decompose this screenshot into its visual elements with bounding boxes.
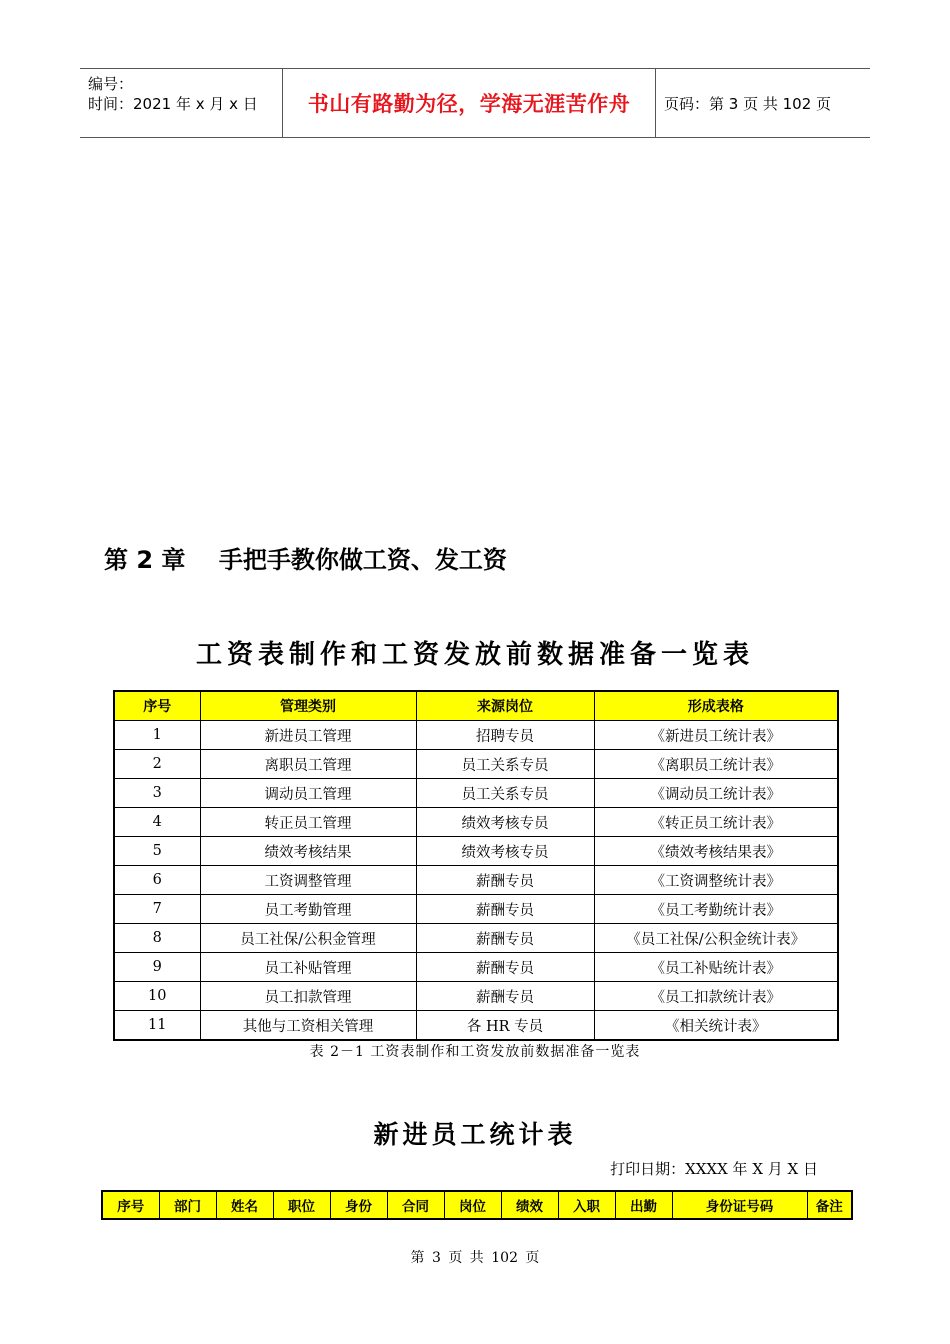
- col-header: 合同: [387, 1191, 444, 1219]
- table1-body: [114, 721, 838, 1041]
- cell-category: 员工扣款管理: [200, 982, 416, 1011]
- cell-index: 1: [114, 721, 200, 750]
- table1-title: 工资表制作和工资发放前数据准备一览表: [195, 640, 754, 670]
- header-meta: [80, 69, 282, 137]
- cell-source: 员工关系专员: [416, 779, 594, 808]
- col-header: 姓名: [216, 1191, 273, 1219]
- cell-form: 《员工扣款统计表》: [594, 982, 838, 1011]
- new-employee-table: [101, 1190, 853, 1220]
- header-motto-cell: [282, 69, 656, 137]
- cell-form: 《绩效考核结果表》: [594, 837, 838, 866]
- cell-index: 7: [114, 895, 200, 924]
- header-motto: 书山有路勤为径，学海无涯苦作舟: [307, 92, 631, 116]
- table-row: [114, 721, 838, 750]
- table-row: [114, 750, 838, 779]
- table1-caption: 表 2－1 工资表制作和工资发放前数据准备一览表: [309, 1044, 641, 1060]
- table-row: [114, 953, 838, 982]
- doc-number-label: 编号：: [88, 75, 134, 93]
- page-footer: 第 3 页 共 102 页: [410, 1250, 540, 1266]
- table-row: [114, 866, 838, 895]
- col-header: 序号: [102, 1191, 159, 1219]
- cell-source: 绩效考核专员: [416, 808, 594, 837]
- cell-category: 员工补贴管理: [200, 953, 416, 982]
- table-row: [114, 895, 838, 924]
- col-header: 身份证号码: [672, 1191, 807, 1219]
- table-row: [114, 779, 838, 808]
- header-page-number: 页码：第 3 页 共 102 页: [664, 94, 832, 113]
- cell-category: 员工考勤管理: [200, 895, 416, 924]
- cell-source: 薪酬专员: [416, 924, 594, 953]
- col-header: 身份: [330, 1191, 387, 1219]
- cell-category: 离职员工管理: [200, 750, 416, 779]
- table-header-row: [102, 1191, 852, 1219]
- cell-source: 薪酬专员: [416, 982, 594, 1011]
- cell-source: 薪酬专员: [416, 895, 594, 924]
- col-header-form: 形成表格: [594, 691, 838, 721]
- table-row: [114, 982, 838, 1011]
- col-header-source: 来源岗位: [416, 691, 594, 721]
- table-row: [114, 837, 838, 866]
- cell-index: 3: [114, 779, 200, 808]
- col-header-index: 序号: [114, 691, 200, 721]
- table2-title: 新进员工统计表: [373, 1120, 577, 1149]
- chapter-title: 第 2 章 手把手教你做工资、发工资: [104, 546, 507, 574]
- col-header: 备注: [807, 1191, 852, 1219]
- print-date: 打印日期：XXXX 年 X 月 X 日: [610, 1160, 818, 1178]
- table-row: [114, 1011, 838, 1041]
- cell-category: 工资调整管理: [200, 866, 416, 895]
- cell-form: 《员工考勤统计表》: [594, 895, 838, 924]
- cell-source: 招聘专员: [416, 721, 594, 750]
- col-header: 部门: [159, 1191, 216, 1219]
- cell-form: 《员工社保/公积金统计表》: [594, 924, 838, 953]
- cell-index: 5: [114, 837, 200, 866]
- cell-index: 4: [114, 808, 200, 837]
- cell-index: 10: [114, 982, 200, 1011]
- cell-form: 《离职员工统计表》: [594, 750, 838, 779]
- cell-index: 11: [114, 1011, 200, 1041]
- cell-index: 6: [114, 866, 200, 895]
- cell-form: 《员工补贴统计表》: [594, 953, 838, 982]
- cell-source: 各 HR 专员: [416, 1011, 594, 1041]
- cell-form: 《调动员工统计表》: [594, 779, 838, 808]
- col-header: 绩效: [501, 1191, 558, 1219]
- page-header: [80, 68, 870, 138]
- cell-index: 2: [114, 750, 200, 779]
- cell-source: 薪酬专员: [416, 953, 594, 982]
- table-header-row: [114, 691, 838, 721]
- table-row: [114, 924, 838, 953]
- col-header: 出勤: [615, 1191, 672, 1219]
- cell-category: 新进员工管理: [200, 721, 416, 750]
- cell-form: 《相关统计表》: [594, 1011, 838, 1041]
- cell-category: 调动员工管理: [200, 779, 416, 808]
- cell-form: 《工资调整统计表》: [594, 866, 838, 895]
- data-prep-table: [113, 690, 839, 1041]
- col-header: 职位: [273, 1191, 330, 1219]
- doc-time-label: 时间：2021 年 x 月 x 日: [88, 95, 258, 113]
- cell-form: 《新进员工统计表》: [594, 721, 838, 750]
- col-header: 岗位: [444, 1191, 501, 1219]
- col-header-category: 管理类别: [200, 691, 416, 721]
- cell-index: 9: [114, 953, 200, 982]
- cell-source: 绩效考核专员: [416, 837, 594, 866]
- cell-category: 其他与工资相关管理: [200, 1011, 416, 1041]
- cell-category: 转正员工管理: [200, 808, 416, 837]
- cell-category: 员工社保/公积金管理: [200, 924, 416, 953]
- table-row: [114, 808, 838, 837]
- cell-index: 8: [114, 924, 200, 953]
- cell-category: 绩效考核结果: [200, 837, 416, 866]
- cell-source: 薪酬专员: [416, 866, 594, 895]
- cell-form: 《转正员工统计表》: [594, 808, 838, 837]
- cell-source: 员工关系专员: [416, 750, 594, 779]
- col-header: 入职: [558, 1191, 615, 1219]
